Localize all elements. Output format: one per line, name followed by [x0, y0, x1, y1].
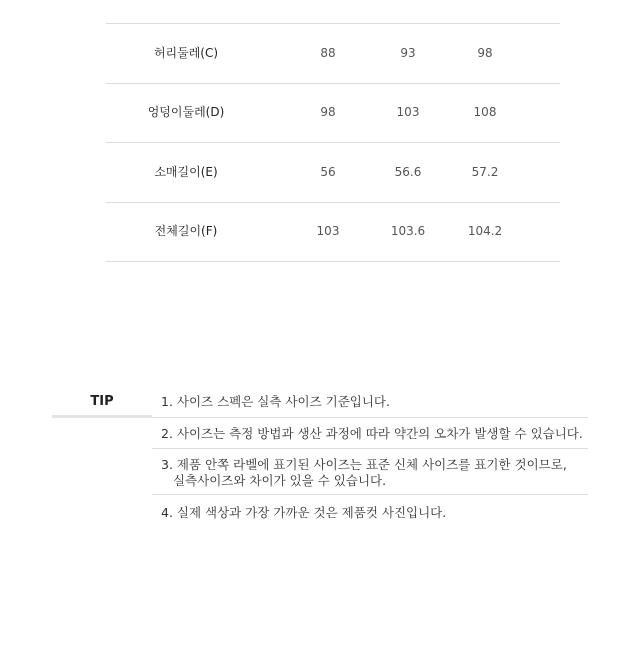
table-row [106, 83, 560, 143]
size-value: 104.2 [467, 224, 503, 238]
size-value: 103 [396, 105, 420, 119]
table-row [106, 202, 560, 262]
tip-item [152, 457, 588, 489]
size-value: 93 [400, 46, 416, 60]
size-value: 56 [320, 165, 336, 179]
measurement-label: 허리둘레(C) [153, 46, 219, 60]
tip-text: 3. 제품 안쪽 라벨에 표기된 사이즈는 표준 신체 사이즈를 표기한 것이므로, [161, 457, 567, 472]
tip-heading: TIP [90, 394, 114, 409]
size-value: 103 [316, 224, 340, 238]
tip-item [152, 394, 588, 410]
table-row [106, 24, 560, 84]
tip-text: 4. 실제 색상과 가장 가까운 것은 제품컷 사진입니다. [161, 505, 447, 520]
size-value: 103.6 [390, 224, 426, 238]
tip-text: 1. 사이즈 스펙은 실측 사이즈 기준입니다. [161, 394, 390, 409]
measurement-label: 소매길이(E) [154, 165, 218, 179]
tip-text: 2. 사이즈는 측정 방법과 생산 과정에 따라 약간의 오차가 발생할 수 있습니다. [161, 426, 583, 441]
tip-item [152, 426, 588, 442]
size-value: 88 [320, 46, 336, 60]
size-value: 108 [473, 105, 497, 119]
size-value: 56.6 [394, 165, 422, 179]
size-value: 98 [320, 105, 336, 119]
tip-heading-underline [52, 415, 152, 418]
tip-item [152, 505, 588, 521]
table-row [106, 143, 560, 203]
tip-text: 실측사이즈와 차이가 있을 수 있습니다. [173, 473, 387, 488]
measurement-label: 전체길이(F) [154, 224, 218, 238]
tip-divider [152, 494, 588, 495]
size-value: 57.2 [471, 165, 499, 179]
measurement-label: 엉덩이둘레(D) [147, 105, 225, 119]
tip-divider [152, 448, 588, 449]
tip-divider [152, 417, 588, 418]
size-value: 98 [477, 46, 493, 60]
